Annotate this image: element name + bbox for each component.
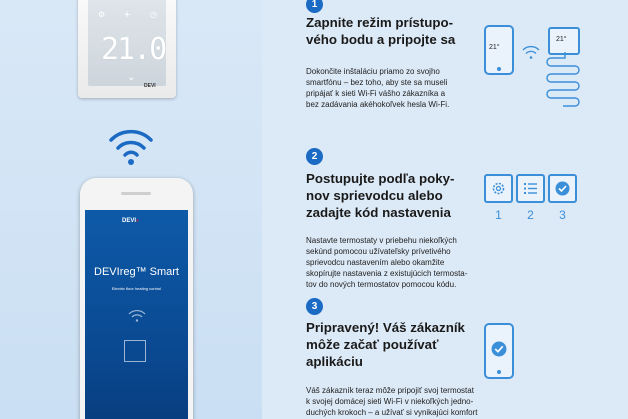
step-3-body: Váš zákazník teraz môže pripojiť svoj termostat k svojej domácej sieti Wi-Fi v niekoľkých jedno- duchých krokoch – a užívať si vynikajúci komfort <box>306 386 478 417</box>
thermostat-gear-icon: ⚙ <box>98 10 106 19</box>
step-3-title: Pripravený! Váš zákazník môže začať používať aplikáciu <box>306 320 465 369</box>
gear-icon <box>491 181 506 196</box>
phone-thermostat-placeholder <box>124 340 146 362</box>
step-2-badge: 2 <box>306 148 323 165</box>
step-1-body: Dokončite inštaláciu priamo zo svojho smartfónu – bez toho, aby ste sa museli pripájať k sieti Wi-Fi vášho zákazníka a bez zadávania akéhokoľvek hesla Wi-Fi. <box>306 67 450 109</box>
step-1-wifi-icon <box>521 45 541 60</box>
wifi-icon <box>108 123 154 169</box>
phone-speaker <box>121 192 151 195</box>
phone-app-logo: DEVI® <box>122 218 139 224</box>
thermostat-brand: DEVI <box>144 83 156 89</box>
checkmark-icon <box>555 181 570 196</box>
step-2-title: Postupujte podľa poky- nov sprievodcu alebo zadajte kód nastavenia <box>306 171 455 220</box>
step-2-body: Nastavte termostaty v priebehu niekoľkých sekúnd pomocou užívateľsky prívetivého sprievodcu nastavením alebo okamžite skopírujte nastavenia z existujúcich termosta- tov do nových termostatov pomocou kódu. <box>306 236 468 289</box>
step-1-phone-temp: 21° <box>489 44 500 51</box>
phone-home-button <box>497 67 501 71</box>
thermostat-plus-icon: + <box>124 9 131 21</box>
wizard-number-3: 3 <box>559 208 566 222</box>
wizard-number-2: 2 <box>527 208 534 222</box>
thermostat-temperature: 21.0 <box>101 32 166 67</box>
thermostat-clock-icon: ◷ <box>150 10 157 19</box>
step-1-badge: 1 <box>306 0 323 13</box>
heating-cable-icon <box>543 52 583 108</box>
step-1-title: Zapnite režim prístupo- vého bodu a pripojte sa <box>306 15 456 47</box>
phone-app-subtitle: Electric floor heating control <box>111 286 162 291</box>
ready-checkmark-icon <box>491 341 507 357</box>
phone-app-title: DEVIreg™ Smart <box>94 266 179 278</box>
thermostat-down-icon: ⌄ <box>127 72 136 83</box>
list-icon <box>523 181 538 196</box>
step-1-thermo-temp: 21° <box>556 36 567 43</box>
phone-wifi-icon <box>127 309 147 323</box>
step-3-badge: 3 <box>306 298 323 315</box>
wizard-step-3-box <box>548 174 577 203</box>
wizard-number-1: 1 <box>495 208 502 222</box>
wizard-step-1-box <box>484 174 513 203</box>
phone-home-button <box>497 370 501 374</box>
wizard-step-2-box <box>516 174 545 203</box>
